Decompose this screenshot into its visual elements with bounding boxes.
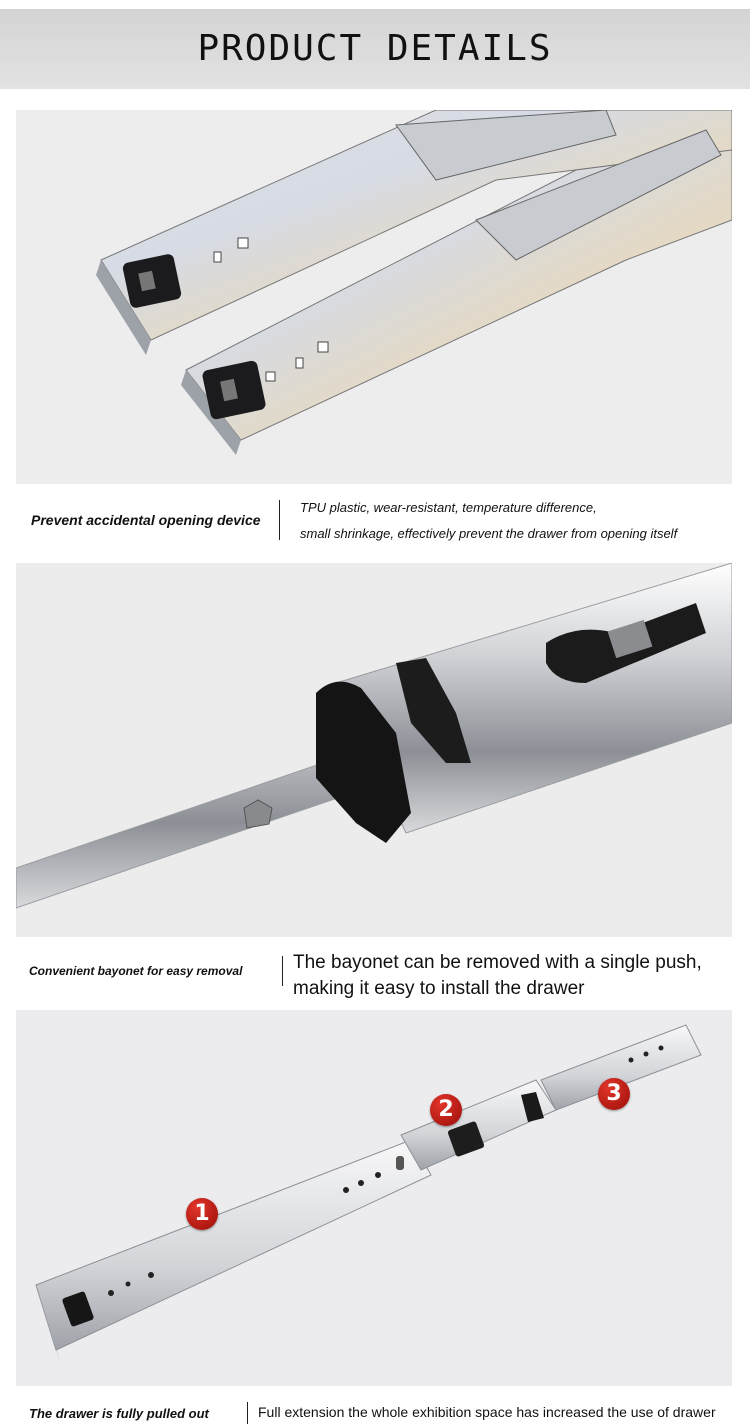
caption-description-line-1: Full extension the whole exhibition space has increased the use of drawer (258, 1404, 716, 1420)
product-photo-bayonet (16, 563, 732, 937)
caption-row-full-extension (0, 1394, 750, 1426)
page-title: PRODUCT DETAILS (197, 28, 553, 69)
caption-row-bayonet (0, 944, 750, 1004)
caption-title: The drawer is fully pulled out (29, 1406, 209, 1421)
product-photo-locking-device (16, 110, 732, 484)
caption-row-locking-device (0, 494, 750, 554)
caption-description-line-2: making it easy to install the drawer (293, 978, 585, 999)
caption-title: Prevent accidental opening device (31, 512, 261, 528)
badge-inner-rail: 3 (598, 1078, 630, 1110)
caption-divider (279, 500, 280, 540)
caption-divider (247, 1402, 248, 1424)
header-bar (0, 9, 750, 89)
product-photo-full-extension (16, 1010, 732, 1386)
caption-title: Convenient bayonet for easy removal (29, 964, 243, 978)
badge-outer-rail: 1 (186, 1198, 218, 1230)
caption-description-line-1: TPU plastic, wear-resistant, temperature difference, (300, 500, 597, 515)
badge-middle-rail: 2 (430, 1094, 462, 1126)
caption-description-line-1: The bayonet can be removed with a single push, (293, 952, 702, 973)
caption-divider (282, 956, 283, 986)
caption-description-line-2: small shrinkage, effectively prevent the drawer from opening itself (300, 526, 678, 541)
